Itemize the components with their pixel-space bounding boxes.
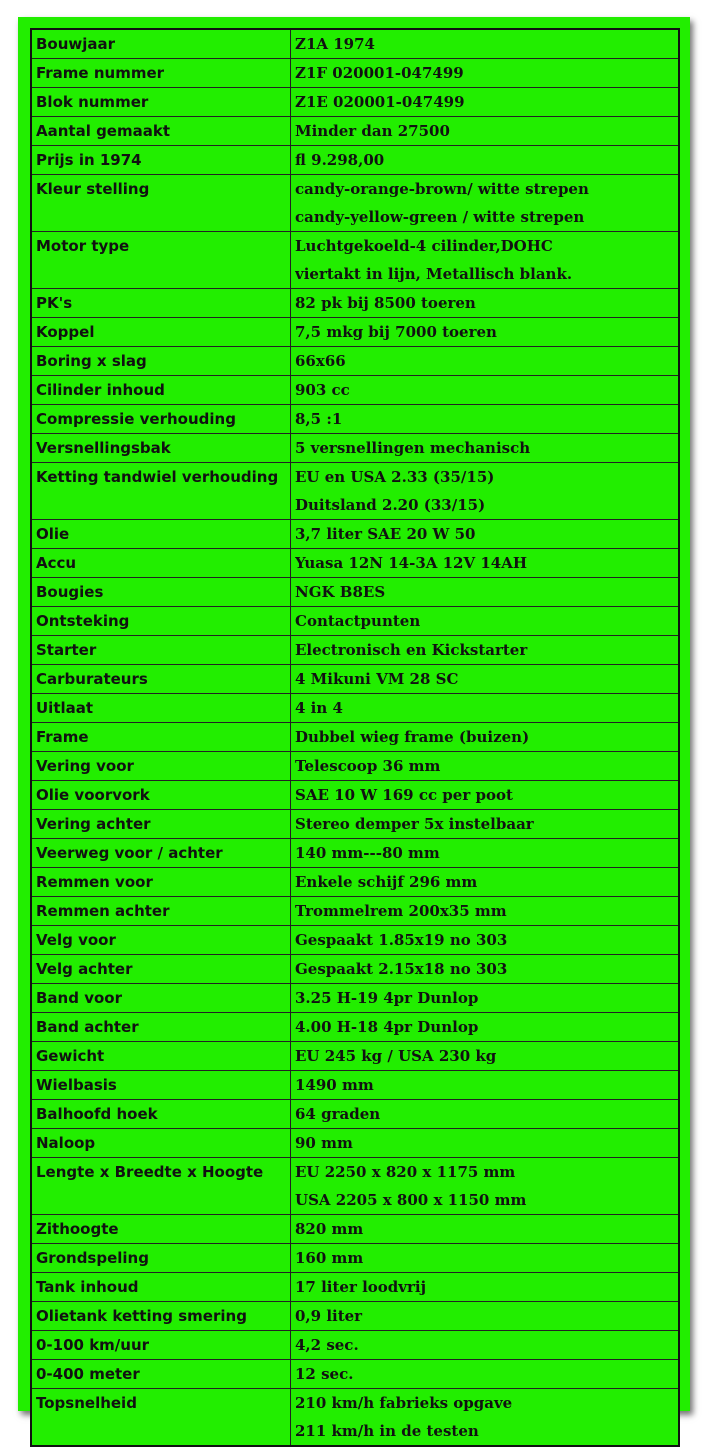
spec-value-cell	[291, 405, 680, 434]
spec-label: Velg voor	[36, 931, 116, 949]
spec-label: Compressie verhouding	[36, 410, 236, 428]
spec-label: Blok nummer	[36, 93, 149, 111]
spec-table	[30, 28, 680, 1447]
spec-value-cell	[291, 289, 680, 318]
spec-row	[31, 1071, 679, 1100]
spec-value-cell	[291, 1013, 680, 1042]
spec-label: Olietank ketting smering	[36, 1307, 247, 1325]
spec-label-cell	[31, 984, 291, 1013]
spec-label: Band voor	[36, 989, 122, 1007]
spec-label-cell	[31, 1389, 291, 1447]
spec-label-cell	[31, 1129, 291, 1158]
spec-value-cell	[291, 694, 680, 723]
spec-row	[31, 1215, 679, 1244]
spec-row	[31, 752, 679, 781]
spec-label: Prijs in 1974	[36, 151, 142, 169]
spec-row	[31, 1302, 679, 1331]
spec-value: 66x66	[295, 352, 346, 370]
spec-row	[31, 665, 679, 694]
spec-label: Cilinder inhoud	[36, 381, 165, 399]
spec-label-cell	[31, 694, 291, 723]
spec-label: Boring x slag	[36, 352, 147, 370]
spec-label-cell	[31, 232, 291, 289]
spec-panel	[18, 17, 690, 1440]
spec-label: Wielbasis	[36, 1076, 117, 1094]
spec-label-cell	[31, 1100, 291, 1129]
spec-label: Olie voorvork	[36, 786, 150, 804]
spec-label-cell	[31, 955, 291, 984]
spec-value: 12 sec.	[295, 1365, 354, 1383]
spec-row	[31, 88, 679, 117]
spec-value: fl 9.298,00	[295, 151, 385, 169]
spec-row	[31, 549, 679, 578]
spec-row	[31, 723, 679, 752]
spec-value: EU 2250 x 820 x 1175 mm	[295, 1163, 516, 1181]
spec-value: Telescoop 36 mm	[295, 757, 441, 775]
spec-row	[31, 232, 679, 289]
spec-label-cell	[31, 1042, 291, 1071]
spec-label: PK's	[36, 294, 73, 312]
spec-value-cell	[291, 549, 680, 578]
spec-row	[31, 926, 679, 955]
spec-row	[31, 868, 679, 897]
spec-value-cell	[291, 839, 680, 868]
spec-label-cell	[31, 1331, 291, 1360]
spec-row	[31, 117, 679, 146]
spec-label: Remmen voor	[36, 873, 153, 891]
spec-label-cell	[31, 607, 291, 636]
spec-value: Duitsland 2.20 (33/15)	[295, 496, 486, 514]
spec-label-cell	[31, 636, 291, 665]
spec-value: 8,5 :1	[295, 410, 343, 428]
spec-row	[31, 578, 679, 607]
spec-value-cell	[291, 146, 680, 175]
spec-value: 7,5 mkg bij 7000 toeren	[295, 323, 497, 341]
spec-label: Koppel	[36, 323, 95, 341]
spec-row	[31, 29, 679, 59]
spec-value: Enkele schijf 296 mm	[295, 873, 478, 891]
spec-label: Naloop	[36, 1134, 96, 1152]
spec-label-cell	[31, 752, 291, 781]
spec-value-cell	[291, 434, 680, 463]
spec-label: Balhoofd hoek	[36, 1105, 158, 1123]
spec-row	[31, 955, 679, 984]
spec-value: Contactpunten	[295, 612, 421, 630]
spec-value-cell	[291, 347, 680, 376]
spec-value-cell	[291, 318, 680, 347]
spec-label-cell	[31, 926, 291, 955]
spec-value-cell	[291, 897, 680, 926]
spec-value: Gespaakt 2.15x18 no 303	[295, 960, 508, 978]
spec-value: 903 cc	[295, 381, 350, 399]
spec-value-cell	[291, 1302, 680, 1331]
spec-label-cell	[31, 1273, 291, 1302]
spec-value: Yuasa 12N 14-3A 12V 14AH	[295, 554, 528, 572]
spec-value: 82 pk bij 8500 toeren	[295, 294, 476, 312]
spec-value: 211 km/h in de testen	[295, 1422, 479, 1440]
spec-label-cell	[31, 578, 291, 607]
spec-label: Versnellingsbak	[36, 439, 171, 457]
spec-label: Motor type	[36, 237, 130, 255]
spec-row	[31, 1042, 679, 1071]
spec-value-cell	[291, 463, 680, 520]
spec-value: USA 2205 x 800 x 1150 mm	[295, 1191, 527, 1209]
spec-value-cell	[291, 1158, 680, 1215]
spec-label-cell	[31, 1013, 291, 1042]
spec-label-cell	[31, 175, 291, 232]
spec-value-cell	[291, 723, 680, 752]
spec-value: 0,9 liter	[295, 1307, 363, 1325]
spec-row	[31, 405, 679, 434]
spec-label-cell	[31, 1215, 291, 1244]
spec-row	[31, 1129, 679, 1158]
spec-row	[31, 810, 679, 839]
spec-label-cell	[31, 1302, 291, 1331]
spec-label-cell	[31, 117, 291, 146]
spec-row	[31, 1360, 679, 1389]
spec-label-cell	[31, 665, 291, 694]
spec-value: 90 mm	[295, 1134, 353, 1152]
spec-label-cell	[31, 1071, 291, 1100]
spec-label: Accu	[36, 554, 77, 572]
spec-row	[31, 781, 679, 810]
spec-value-cell	[291, 636, 680, 665]
spec-label: Frame nummer	[36, 64, 165, 82]
spec-value: Electronisch en Kickstarter	[295, 641, 528, 659]
spec-value: 17 liter loodvrij	[295, 1278, 427, 1296]
spec-value-cell	[291, 1273, 680, 1302]
spec-label-cell	[31, 376, 291, 405]
spec-value: 4 in 4	[295, 699, 343, 717]
spec-label-cell	[31, 1244, 291, 1273]
spec-row	[31, 694, 679, 723]
spec-value: 160 mm	[295, 1249, 364, 1267]
spec-label-cell	[31, 839, 291, 868]
spec-label-cell	[31, 1158, 291, 1215]
spec-row	[31, 1389, 679, 1447]
spec-label: Ketting tandwiel verhouding	[36, 468, 279, 486]
spec-row	[31, 146, 679, 175]
spec-value: 140 mm---80 mm	[295, 844, 440, 862]
spec-label-cell	[31, 405, 291, 434]
spec-row	[31, 289, 679, 318]
spec-label: Veerweg voor / achter	[36, 844, 223, 862]
spec-value-cell	[291, 868, 680, 897]
spec-value-cell	[291, 117, 680, 146]
spec-label-cell	[31, 59, 291, 88]
spec-value: NGK B8ES	[295, 583, 386, 601]
spec-value-cell	[291, 752, 680, 781]
spec-value-cell	[291, 926, 680, 955]
spec-value-cell	[291, 665, 680, 694]
spec-label: Uitlaat	[36, 699, 94, 717]
spec-row	[31, 347, 679, 376]
spec-row	[31, 839, 679, 868]
spec-value: Luchtgekoeld-4 cilinder,DOHC	[295, 237, 553, 255]
spec-value-cell	[291, 232, 680, 289]
spec-label-cell	[31, 781, 291, 810]
spec-label-cell	[31, 463, 291, 520]
spec-value: Minder dan 27500	[295, 122, 450, 140]
spec-label-cell	[31, 29, 291, 59]
spec-row	[31, 1273, 679, 1302]
spec-label: Lengte x Breedte x Hoogte	[36, 1163, 264, 1181]
spec-value-cell	[291, 1215, 680, 1244]
spec-value-cell	[291, 29, 680, 59]
spec-row	[31, 1158, 679, 1215]
spec-row	[31, 376, 679, 405]
spec-row	[31, 175, 679, 232]
spec-value: 4 Mikuni VM 28 SC	[295, 670, 459, 688]
spec-value: candy-yellow-green / witte strepen	[295, 208, 585, 226]
spec-row	[31, 984, 679, 1013]
spec-value: 4,2 sec.	[295, 1336, 359, 1354]
spec-label-cell	[31, 868, 291, 897]
spec-value-cell	[291, 1042, 680, 1071]
spec-label: Frame	[36, 728, 89, 746]
spec-label-cell	[31, 289, 291, 318]
spec-label: 0-400 meter	[36, 1365, 140, 1383]
spec-value: candy-orange-brown/ witte strepen	[295, 180, 589, 198]
spec-value: Dubbel wieg frame (buizen)	[295, 728, 530, 746]
spec-value: 820 mm	[295, 1220, 364, 1238]
spec-value: 5 versnellingen mechanisch	[295, 439, 531, 457]
spec-value-cell	[291, 607, 680, 636]
spec-value-cell	[291, 810, 680, 839]
spec-value-cell	[291, 984, 680, 1013]
spec-label: Starter	[36, 641, 97, 659]
spec-value: SAE 10 W 169 cc per poot	[295, 786, 513, 804]
spec-label: Band achter	[36, 1018, 139, 1036]
spec-value: viertakt in lijn, Metallisch blank.	[295, 265, 573, 283]
spec-label-cell	[31, 520, 291, 549]
spec-row	[31, 1013, 679, 1042]
spec-label: Velg achter	[36, 960, 133, 978]
spec-label: Carburateurs	[36, 670, 148, 688]
spec-label: Bougies	[36, 583, 104, 601]
spec-value-cell	[291, 1129, 680, 1158]
spec-value: Stereo demper 5x instelbaar	[295, 815, 534, 833]
spec-value: Z1E 020001-047499	[295, 93, 465, 111]
spec-label: Aantal gemaakt	[36, 122, 170, 140]
spec-label-cell	[31, 549, 291, 578]
spec-value-cell	[291, 955, 680, 984]
spec-value-cell	[291, 59, 680, 88]
spec-label: Tank inhoud	[36, 1278, 139, 1296]
spec-label-cell	[31, 347, 291, 376]
spec-label: Zithoogte	[36, 1220, 119, 1238]
spec-label-cell	[31, 810, 291, 839]
spec-label: Kleur stelling	[36, 180, 150, 198]
spec-row	[31, 607, 679, 636]
spec-value: 4.00 H-18 4pr Dunlop	[295, 1018, 479, 1036]
spec-label: Remmen achter	[36, 902, 170, 920]
spec-row	[31, 897, 679, 926]
spec-label: Ontsteking	[36, 612, 130, 630]
spec-value-cell	[291, 175, 680, 232]
spec-label: Grondspeling	[36, 1249, 149, 1267]
spec-label: Bouwjaar	[36, 35, 116, 53]
spec-value: EU en USA 2.33 (35/15)	[295, 468, 495, 486]
spec-value: 1490 mm	[295, 1076, 374, 1094]
spec-label-cell	[31, 146, 291, 175]
spec-value: Z1F 020001-047499	[295, 64, 464, 82]
spec-value-cell	[291, 1100, 680, 1129]
spec-value: Z1A 1974	[295, 35, 375, 53]
spec-row	[31, 318, 679, 347]
spec-value: Trommelrem 200x35 mm	[295, 902, 507, 920]
spec-label: Gewicht	[36, 1047, 105, 1065]
spec-value-cell	[291, 1071, 680, 1100]
spec-label: Vering achter	[36, 815, 151, 833]
spec-row	[31, 1100, 679, 1129]
spec-table-body	[31, 29, 679, 1446]
spec-value-cell	[291, 1360, 680, 1389]
spec-value-cell	[291, 376, 680, 405]
spec-label-cell	[31, 723, 291, 752]
spec-value-cell	[291, 578, 680, 607]
spec-label: 0-100 km/uur	[36, 1336, 150, 1354]
spec-row	[31, 463, 679, 520]
spec-value: EU 245 kg / USA 230 kg	[295, 1047, 497, 1065]
spec-row	[31, 520, 679, 549]
spec-label: Vering voor	[36, 757, 134, 775]
spec-value-cell	[291, 1389, 680, 1447]
spec-row	[31, 1244, 679, 1273]
spec-row	[31, 636, 679, 665]
spec-value: Gespaakt 1.85x19 no 303	[295, 931, 508, 949]
spec-row	[31, 434, 679, 463]
spec-value: 3,7 liter SAE 20 W 50	[295, 525, 476, 543]
spec-label: Topsnelheid	[36, 1394, 137, 1412]
spec-label-cell	[31, 434, 291, 463]
spec-row	[31, 59, 679, 88]
spec-value-cell	[291, 520, 680, 549]
spec-value: 210 km/h fabrieks opgave	[295, 1394, 513, 1412]
spec-label-cell	[31, 1360, 291, 1389]
spec-label-cell	[31, 88, 291, 117]
spec-value: 64 graden	[295, 1105, 381, 1123]
spec-value-cell	[291, 1331, 680, 1360]
spec-row	[31, 1331, 679, 1360]
spec-value-cell	[291, 88, 680, 117]
spec-label-cell	[31, 318, 291, 347]
spec-value: 3.25 H-19 4pr Dunlop	[295, 989, 479, 1007]
spec-label-cell	[31, 897, 291, 926]
spec-value-cell	[291, 1244, 680, 1273]
spec-value-cell	[291, 781, 680, 810]
spec-label: Olie	[36, 525, 70, 543]
